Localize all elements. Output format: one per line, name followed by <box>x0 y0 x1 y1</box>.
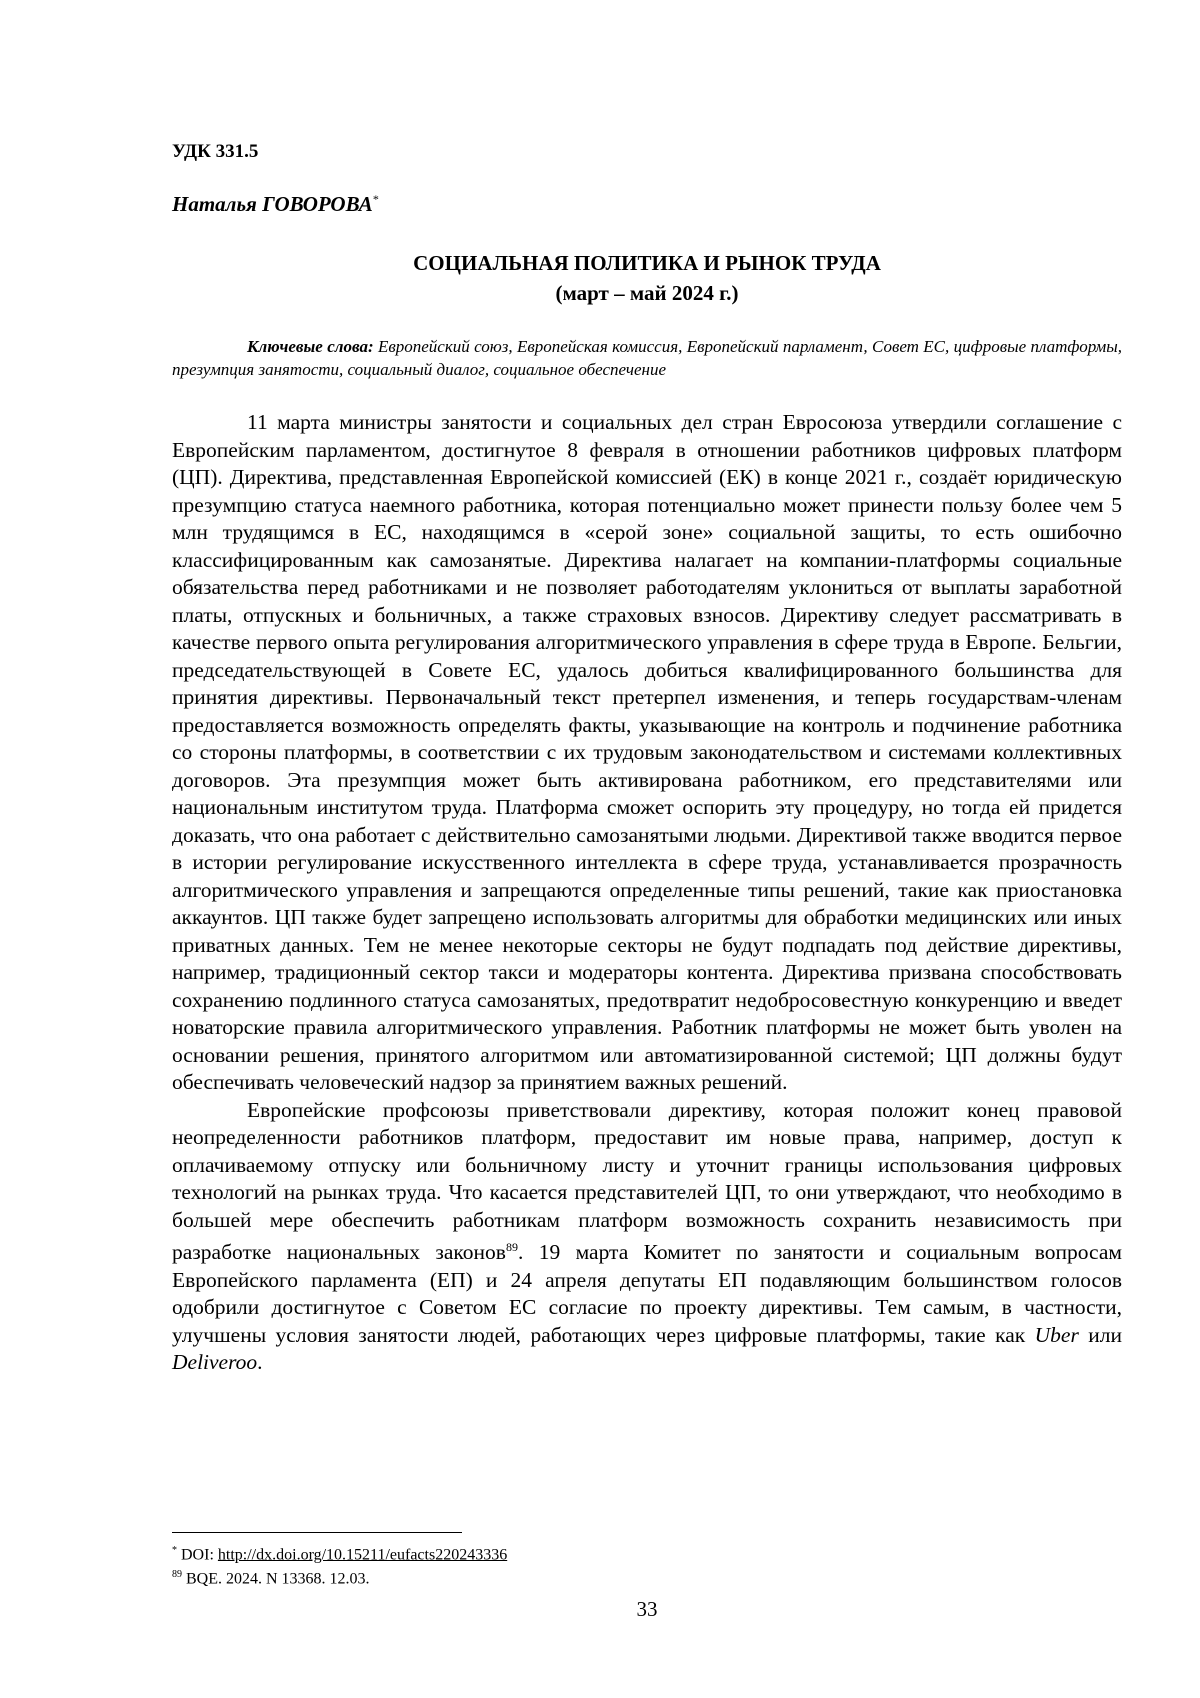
keywords-text: Европейский союз, Европейская комиссия, Европейский парламент, Совет ЕС, цифровые платформы, презумпция занятости, социальный диалог, социальное обеспечение <box>172 337 1123 379</box>
page-number: 33 <box>636 1597 658 1621</box>
paragraph-1: 11 марта министры занятости и социальных дел стран Евросоюза утвердили соглашение с Европейским парламентом, достигнутое 8 февраля в отношении работников цифровых платформ (ЦП). Директива, представленная Европейской комиссией (ЕК) в конце 2021 г., создаёт юридическую презумпцию статуса наемного работника, которая потенциально может принести пользу более чем 5 млн трудящимся в ЕС, находящимся в «серой зоне» социальной защиты, то есть ошибочно классифицированным как самозанятые. Директива налагает на компании-платформы социальные обязательства перед работниками и не позволяет работодателям уклониться от выплаты заработной платы, отпускных и больничных, а также страховых взносов. Директиву следует рассматривать в качестве первого опыта регулирования алгоритмического управления в сфере труда в Европе. Бельгии, председательствующей в Совете ЕС, удалось добиться квалифицированного большинства для принятия директивы. Первоначальный текст претерпел изменения, и теперь государствам-членам предоставляется возможность определять факты, указывающие на контроль и подчинение работника со стороны платформы, в соответствии с их трудовым законодательством и системами коллективных договоров. Эта презумпция может быть активирована работником, его представителями или национальным институтом труда. Платформа сможет оспорить эту процедуру, но тогда ей придется доказать, что она работает с действительно самозанятыми людьми. Директивой также вводится первое в истории регулирование искусственного интеллекта в сфере труда, устанавливается прозрачность алгоритмического управления и запрещаются определенные типы решений, такие как приостановка аккаунтов. ЦП также будет запрещено использовать алгоритмы для обработки медицинских или иных приватных данных. Тем не менее некоторые секторы не будут подпадать под действие директивы, например, традиционный сектор такси и модераторы контента. Директива призвана способствовать сохранению подлинного статуса самозанятых, предотвратит недобросовестную конкуренцию и введет новаторские правила алгоритмического управления. Работник платформы не может быть уволен на основании решения, принятого алгоритмом или автоматизированной системой; ЦП должны будут обеспечивать человеческий надзор за принятием важных решений. <box>172 410 1122 1094</box>
doi-link[interactable]: http://dx.doi.org/10.15211/eufacts220243336 <box>217 1546 508 1564</box>
udk-code: УДК 331.5 <box>172 141 259 162</box>
title-line-2: (март – май 2024 г.) <box>555 281 739 305</box>
keywords-label: Ключевые слова: <box>247 337 374 356</box>
deliveroo-name: Deliveroo <box>172 1350 258 1375</box>
footnotes <box>172 1541 507 1590</box>
author-name-text: Наталья ГОВОРОВА <box>172 192 373 216</box>
footnote-89-text: BQE. 2024. N 13368. 12.03. <box>182 1570 370 1588</box>
footnote-star-mark: * <box>172 1545 177 1556</box>
footnote-doi <box>172 1541 507 1565</box>
article-body <box>172 409 1122 1377</box>
article-title <box>172 248 1122 308</box>
or-word: или <box>1078 1322 1122 1347</box>
paragraph-2 <box>172 1097 1122 1377</box>
footnote-separator <box>172 1532 462 1533</box>
footnote-ref-89[interactable]: 89 <box>505 1240 518 1254</box>
paragraph-2-part-b: . 19 марта Комитет по занятости и социальным вопросам Европейского парламента (ЕП) и 24 апреля депутаты ЕП подавляющим большинством голосов одобрили достигнутое с Советом ЕС согласие по проекту директивы. Тем самым, в частности, улучшены условия занятости людей, работающих через цифровые платформы, такие как <box>172 1240 1122 1347</box>
paragraph-2-part-a: Европейские профсоюзы приветствовали директиву, которая положит конец правовой неопределенности работников платформ, предоставит им новые права, например, доступ к оплачиваемому отпуску или больничному листу и уточнит границы использования цифровых технологий на рынках труда. Что касается представителей ЦП, то они утверждают, что необходимо в большей мере обеспечить работникам платформ возможность сохранить независимость при разработке национальных законов <box>172 1097 1122 1265</box>
footnote-89-mark: 89 <box>172 1569 182 1581</box>
paragraph-2-end: . <box>257 1350 263 1375</box>
keywords <box>172 335 1122 381</box>
uber-name: Uber <box>1034 1322 1079 1347</box>
footnote-89 <box>172 1565 507 1589</box>
doi-label: DOI: <box>177 1546 218 1564</box>
author-name <box>172 192 379 217</box>
title-line-1: СОЦИАЛЬНАЯ ПОЛИТИКА И РЫНОК ТРУДА <box>413 251 881 275</box>
author-footnote-mark: * <box>372 192 379 206</box>
